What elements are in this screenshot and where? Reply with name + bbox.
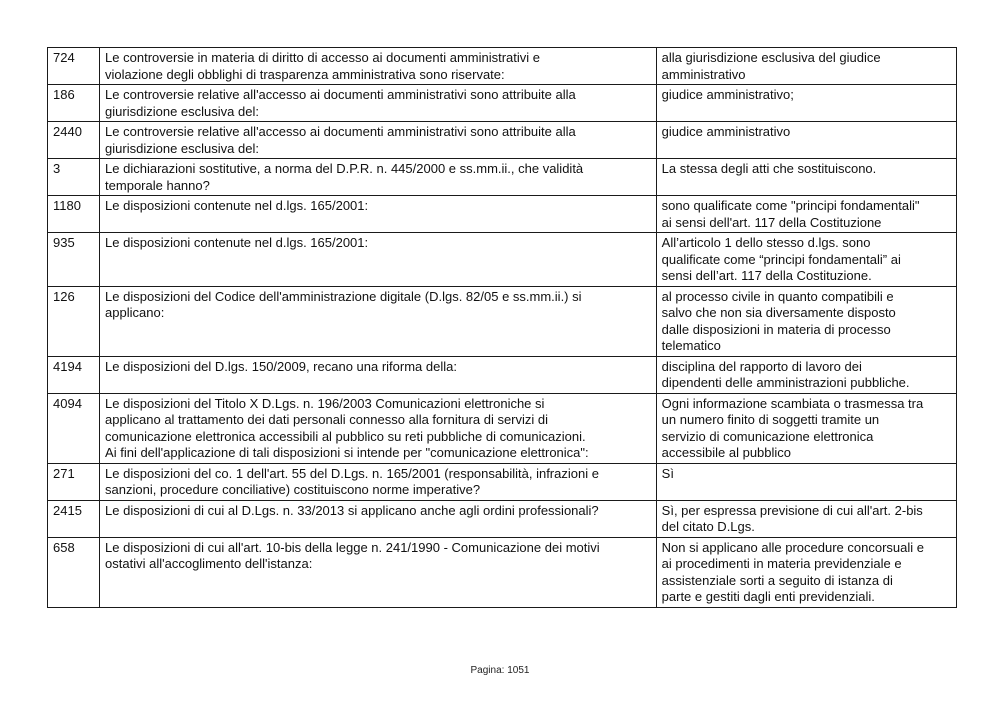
question-id: 658 <box>48 537 100 607</box>
question-text: Le controversie relative all'accesso ai documenti amministrativi sono attribuite alla giurisdizione esclusiva del: <box>100 85 657 122</box>
question-id: 724 <box>48 48 100 85</box>
question-id: 935 <box>48 233 100 287</box>
question-id: 2415 <box>48 500 100 537</box>
table-row <box>48 463 957 500</box>
question-id: 271 <box>48 463 100 500</box>
table-row <box>48 537 957 607</box>
answer-text: giudice amministrativo <box>656 122 956 159</box>
table-row <box>48 233 957 287</box>
question-text: Le controversie in materia di diritto di accesso ai documenti amministrativi e violazione degli obblighi di trasparenza amministrativa sono riservate: <box>100 48 657 85</box>
table-row <box>48 48 957 85</box>
answer-text: al processo civile in quanto compatibili e salvo che non sia diversamente disposto dalle disposizioni in materia di processo telematico <box>656 286 956 356</box>
answer-text: alla giurisdizione esclusiva del giudice amministrativo <box>656 48 956 85</box>
question-id: 186 <box>48 85 100 122</box>
question-id: 1180 <box>48 196 100 233</box>
table-row <box>48 122 957 159</box>
answer-text: disciplina del rapporto di lavoro dei dipendenti delle amministrazioni pubbliche. <box>656 356 956 393</box>
answer-text: Sì, per espressa previsione di cui all'art. 2-bis del citato D.Lgs. <box>656 500 956 537</box>
question-text: Le dichiarazioni sostitutive, a norma del D.P.R. n. 445/2000 e ss.mm.ii., che validità temporale hanno? <box>100 159 657 196</box>
table-row <box>48 393 957 463</box>
question-text: Le disposizioni di cui all'art. 10-bis della legge n. 241/1990 - Comunicazione dei motivi ostativi all'accoglimento dell'istanza: <box>100 537 657 607</box>
table-row <box>48 196 957 233</box>
table-row <box>48 286 957 356</box>
answer-text: Non si applicano alle procedure concorsuali e ai procedimenti in materia previdenziale e assistenziale sorti a seguito di istanza di parte e gestiti dagli enti previdenziali. <box>656 537 956 607</box>
answer-text: Ogni informazione scambiata o trasmessa tra un numero finito di soggetti tramite un servizio di comunicazione elettronica accessibile al pubblico <box>656 393 956 463</box>
question-text: Le disposizioni contenute nel d.lgs. 165/2001: <box>100 196 657 233</box>
questions-table <box>47 47 957 608</box>
page-number: Pagina: 1051 <box>470 665 530 676</box>
question-text: Le disposizioni di cui al D.Lgs. n. 33/2013 si applicano anche agli ordini professionali? <box>100 500 657 537</box>
question-text: Le disposizioni del D.lgs. 150/2009, recano una riforma della: <box>100 356 657 393</box>
table-row <box>48 356 957 393</box>
answer-text: sono qualificate come "principi fondamentali" ai sensi dell'art. 117 della Costituzione <box>656 196 956 233</box>
question-id: 3 <box>48 159 100 196</box>
table-row <box>48 500 957 537</box>
table-row <box>48 159 957 196</box>
answer-text: La stessa degli atti che sostituiscono. <box>656 159 956 196</box>
question-text: Le disposizioni del Titolo X D.Lgs. n. 196/2003 Comunicazioni elettroniche si applicano al trattamento dei dati personali connesso alla fornitura di servizi di comunicazione elettronica accessibili al pubblico su reti pubbliche di comunicazioni. Ai fini dell'applicazione di tali disposizioni si intende per "comunicazione elettronica": <box>100 393 657 463</box>
answer-text: Sì <box>656 463 956 500</box>
answer-text: giudice amministrativo; <box>656 85 956 122</box>
question-text: Le disposizioni contenute nel d.lgs. 165/2001: <box>100 233 657 287</box>
answer-text: All’articolo 1 dello stesso d.lgs. sono qualificate come “principi fondamentali” ai sensi dell’art. 117 della Costituzione. <box>656 233 956 287</box>
question-id: 4094 <box>48 393 100 463</box>
question-id: 4194 <box>48 356 100 393</box>
question-text: Le disposizioni del co. 1 dell'art. 55 del D.Lgs. n. 165/2001 (responsabilità, infrazioni e sanzioni, procedure conciliative) costituiscono norme imperative? <box>100 463 657 500</box>
question-id: 126 <box>48 286 100 356</box>
question-text: Le controversie relative all'accesso ai documenti amministrativi sono attribuite alla giurisdizione esclusiva del: <box>100 122 657 159</box>
question-id: 2440 <box>48 122 100 159</box>
table-row <box>48 85 957 122</box>
question-text: Le disposizioni del Codice dell'amministrazione digitale (D.lgs. 82/05 e ss.mm.ii.) si applicano: <box>100 286 657 356</box>
